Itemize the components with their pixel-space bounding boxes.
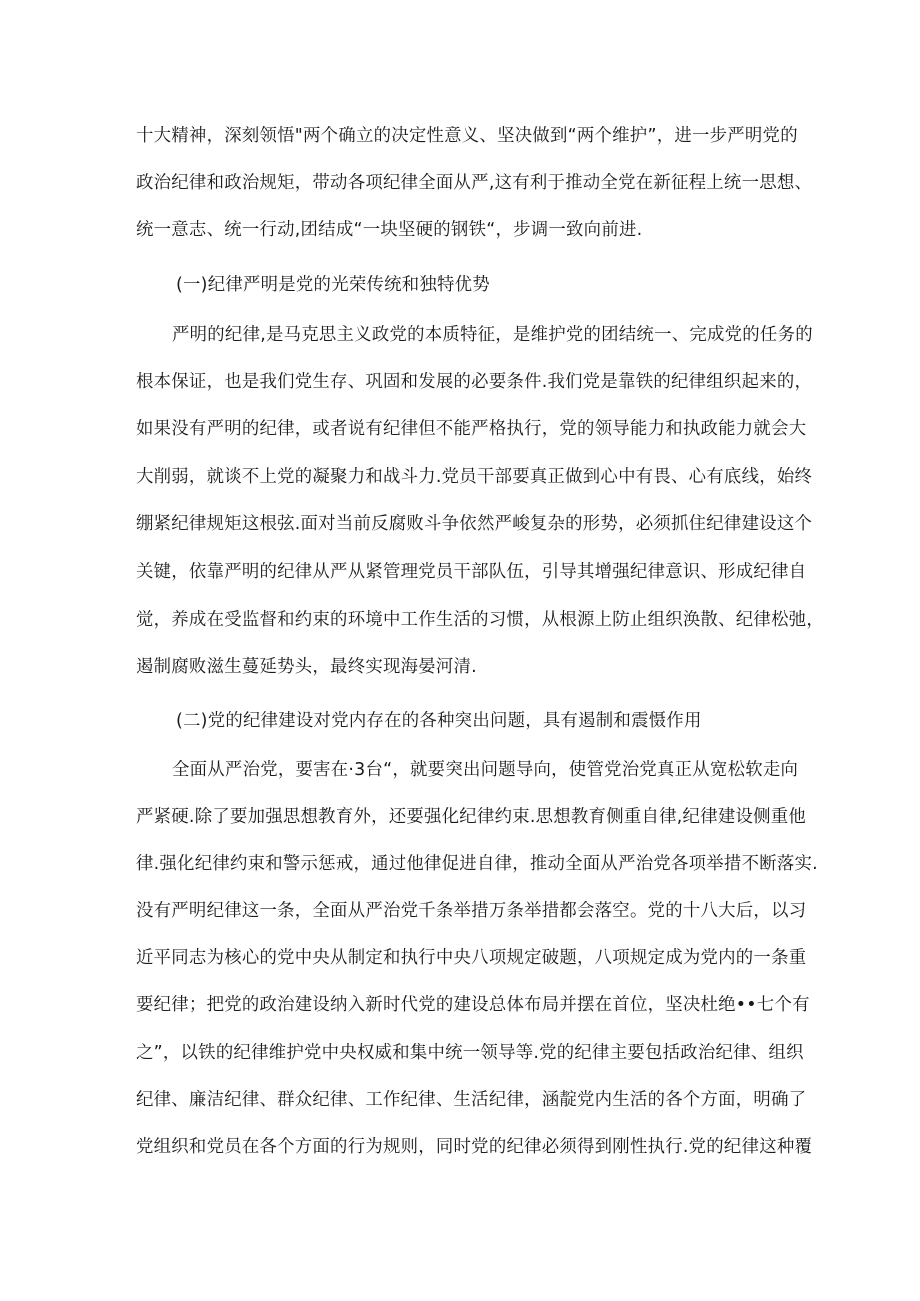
text-line: 之”，以铁的纪律维护党中央权威和集中统一领导等.党的纪律主要包括政治纪律、组织 <box>136 1043 804 1063</box>
section-heading: (二)党的纪律建设对党内存在的各种突出问题，具有遏制和震慑作用 <box>176 711 702 731</box>
text-line: 严明的纪律,是马克思主义政党的本质特征，是维护党的团结统一、完成党的任务的 <box>172 325 813 345</box>
text-line: 政治纪律和政治规矩，带动各项纪律全面从严,这有利于推动全党在新征程上统一思想、 <box>136 173 813 193</box>
text-line: 关键，依靠严明的纪律从严从紧管理党员干部队伍，引导其增强纪律意识、形成纪律自 <box>136 562 807 582</box>
text-line: 遏制腐败滋生蔓延势头，最终实现海晏河清. <box>136 657 477 677</box>
text-line: 统一意志、统一行动,团结成“一块坚硬的钢铁“，步调一致向前进. <box>136 220 643 240</box>
section-heading: (一)纪律严明是党的光荣传统和独特优势 <box>176 275 490 295</box>
text-line: 没有严明纪律这一条，全面从严治党千条举措万条举措都会落空。党的十八大后，以习 <box>136 901 807 921</box>
text-line: 觉，养成在受监督和约束的环境中工作生活的习惯，从根源上防止组织涣散、纪律松弛， <box>136 610 824 630</box>
text-line: 全面从严治党，要害在·3台“，就要突出问题导向，使管党治党真正从宽松软走向 <box>172 760 799 780</box>
text-line: 近平同志为核心的党中央从制定和执行中央八项规定破题，八项规定成为党内的一条重 <box>136 948 807 968</box>
text-line: 十大精神，深刻领悟"两个确立的决定性意义、坚决做到“两个维护”，进一步严明党的 <box>136 126 798 146</box>
text-line: 律.强化纪律约束和警示惩戒，通过他律促进自律，推动全面从严治党各项举措不断落实. <box>136 854 818 874</box>
text-line: 大削弱，就谈不上党的凝聚力和战斗力.党员干部要真正做到心中有畏、心有底线，始终 <box>136 467 813 487</box>
text-line: 根本保证，也是我们党生存、巩固和发展的必要条件.我们党是靠铁的纪律组织起来的， <box>136 372 813 392</box>
text-line: 严紧硬.除了要加强思想教育外，还要强化纪律约束.思想教育侧重自律,纪律建设侧重他 <box>136 807 807 827</box>
text-line: 要纪律；把党的政治建设纳入新时代党的建设总体布局并摆在首位，坚决杜绝••七个有 <box>136 995 810 1015</box>
text-line: 如果没有严明的纪律，或者说有纪律但不能严格执行，党的领导能力和执政能力就会大 <box>136 419 807 439</box>
text-line: 绷紧纪律规矩这根弦.面对当前反腐败斗争依然严峻复杂的形势，必须抓住纪律建设这个 <box>136 514 813 534</box>
text-line: 纪律、廉洁纪律、群众纪律、工作纪律、生活纪律，涵靛党内生活的各个方面，明确了 <box>136 1090 807 1110</box>
text-line: 党组织和党员在各个方面的行为规则，同时党的纪律必须得到刚性执行.党的纪律这种覆 <box>136 1137 813 1157</box>
